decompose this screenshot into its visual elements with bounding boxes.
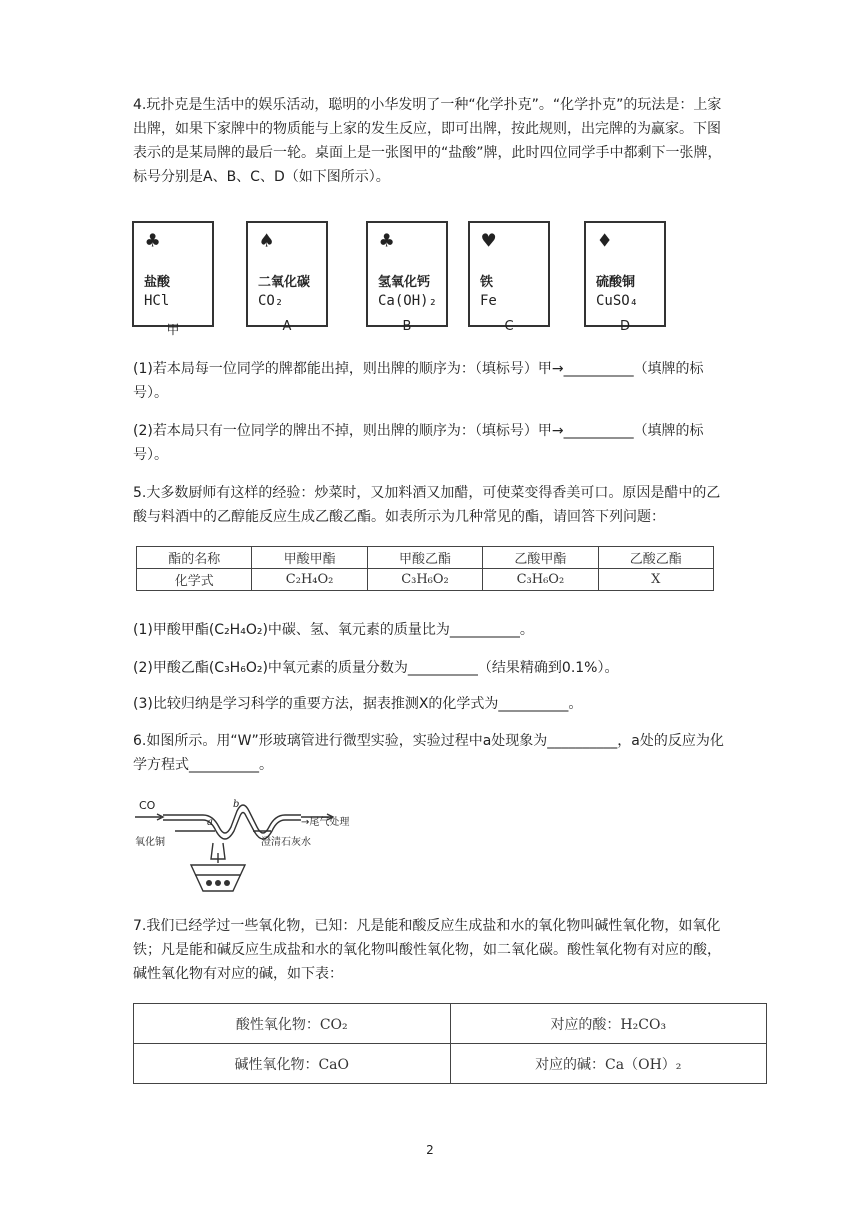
- q6-text-c: 。: [259, 757, 273, 773]
- table-cell: 甲酸乙酯: [367, 547, 482, 569]
- card-name: 盐酸: [144, 275, 171, 290]
- q5-sub2: [133, 656, 733, 680]
- spade-icon: ♠: [260, 229, 274, 254]
- limewater-label: 澄清石灰水: [261, 837, 311, 848]
- table-cell: 乙酸甲酯: [483, 547, 598, 569]
- table-row: [134, 1044, 767, 1084]
- q5-sub2-text: (2)甲酸乙酯(C₃H₆O₂)中氧元素的质量分数为: [133, 660, 408, 676]
- card-name: 二氧化碳: [258, 275, 311, 290]
- q5-sub3: [133, 692, 733, 716]
- table-cell: 酸性氧化物：CO₂: [134, 1004, 451, 1044]
- table-cell: C₂H₄O₂: [252, 569, 367, 591]
- card-a: [246, 221, 328, 327]
- card-label: C: [504, 319, 514, 334]
- card-formula: Ca(OH)₂: [378, 293, 438, 309]
- q4-intro: 4.玩扑克是生活中的娱乐活动，聪明的小华发明了一种“化学扑克”。“化学扑克”的玩法是：上家出牌，如果下家牌中的物质能与上家的发生反应，即可出牌，按此规则，出完牌的为赢家。下图表示的是某局牌的最后一轮。桌面上是一张图甲的“盐酸”牌，此时四位同学手中都剩下一张牌，标号分别是A、B、C、D（如下图所示）。: [133, 97, 722, 185]
- q6-text: [133, 729, 733, 777]
- cuo-label: 氧化铜: [135, 837, 165, 848]
- heart-icon: ♥: [482, 229, 496, 254]
- answer-blank[interactable]: __________: [563, 361, 634, 377]
- answer-blank[interactable]: __________: [449, 622, 520, 638]
- card-b: [366, 221, 448, 327]
- table-cell: 化学式: [137, 569, 252, 591]
- card-d: [584, 221, 666, 327]
- club-icon: ♣: [380, 229, 394, 254]
- q4-sub2-tail: （填牌的标号）。: [133, 423, 704, 463]
- poker-cards-figure: [130, 215, 670, 340]
- tail-gas-label: →尾气处理: [301, 817, 350, 828]
- ester-table: [136, 546, 714, 591]
- card-label: A: [282, 319, 292, 334]
- answer-blank[interactable]: __________: [498, 696, 569, 712]
- card-formula: HCl: [144, 293, 170, 309]
- table-cell: 乙酸乙酯: [598, 547, 713, 569]
- point-b-label: b: [233, 799, 240, 810]
- q5-sub1-text: (1)甲酸甲酯(C₂H₄O₂)中碳、氢、氧元素的质量比为: [133, 622, 450, 638]
- table-cell: X: [598, 569, 713, 591]
- table-cell: 酯的名称: [137, 547, 252, 569]
- table-cell: C₃H₆O₂: [367, 569, 482, 591]
- table-cell: 碱性氧化物：CaO: [134, 1044, 451, 1084]
- table-row: [137, 569, 714, 591]
- answer-blank[interactable]: __________: [407, 660, 478, 676]
- table-cell: 对应的碱：Ca（OH）₂: [450, 1044, 767, 1084]
- q4-sub1-text: (1)若本局每一位同学的牌都能出掉，则出牌的顺序为：（填标号）甲→: [133, 361, 564, 377]
- diamond-icon: ♦: [598, 229, 612, 254]
- table-row: [134, 1004, 767, 1044]
- q6-text-a: 6.如图所示。用“W”形玻璃管进行微型实验，实验过程中a处现象为: [133, 733, 548, 749]
- oxide-table: [133, 1003, 767, 1084]
- page-number: 2: [426, 1143, 434, 1157]
- point-a-label: a: [207, 817, 213, 828]
- q4-sub1-tail: （填牌的标号）。: [133, 361, 704, 401]
- card-label: 甲: [166, 323, 180, 338]
- w-tube-diagram: [133, 795, 373, 905]
- card-name: 铁: [480, 275, 494, 290]
- card-formula: CO₂: [258, 293, 284, 309]
- card-name: 硫酸铜: [596, 275, 636, 290]
- card-jia: [132, 221, 214, 327]
- card-c: [468, 221, 550, 327]
- q4-sub1: [133, 357, 733, 405]
- co-label: CO: [139, 799, 156, 812]
- q4-sub2-text: (2)若本局只有一位同学的牌出不掉，则出牌的顺序为：（填标号）甲→: [133, 423, 564, 439]
- q5-intro: 5.大多数厨师有这样的经验：炒菜时，又加料酒又加醋，可使菜变得香美可口。原因是醋中的乙酸与料酒中的乙醇能反应生成乙酸乙酯。如表所示为几种常见的酯，请回答下列问题：: [133, 485, 721, 525]
- card-formula: CuSO₄: [596, 293, 639, 309]
- table-cell: C₃H₆O₂: [483, 569, 598, 591]
- q5-sub3-text: (3)比较归纳是学习科学的重要方法，据表推测X的化学式为: [133, 696, 499, 712]
- table-row: [137, 547, 714, 569]
- answer-blank[interactable]: __________: [547, 733, 618, 749]
- q4-sub2: [133, 419, 733, 467]
- q5-sub1: [133, 618, 733, 642]
- card-formula: Fe: [480, 293, 497, 309]
- card-label: B: [402, 319, 412, 334]
- q6-text-b: ，a处的反应为化学方程式: [133, 733, 724, 773]
- card-name: 氢氧化钙: [378, 275, 431, 290]
- card-label: D: [619, 319, 630, 334]
- club-icon: ♣: [146, 229, 160, 254]
- table-cell: 甲酸甲酯: [252, 547, 367, 569]
- q5-sub1-tail: 。: [519, 622, 534, 638]
- answer-blank[interactable]: __________: [563, 423, 634, 439]
- table-cell: 对应的酸：H₂CO₃: [450, 1004, 767, 1044]
- answer-blank[interactable]: __________: [189, 757, 259, 773]
- q7-intro: 7.我们已经学过一些氧化物，已知：凡是能和酸反应生成盐和水的氧化物叫碱性氧化物，如氧化铁；凡是能和碱反应生成盐和水的氧化物叫酸性氧化物，如二氧化碳。酸性氧化物有对应的酸，碱性氧化物有对应的碱，如下表：: [133, 918, 721, 982]
- q5-sub3-tail: 。: [568, 696, 583, 712]
- q5-sub2-tail: （结果精确到0.1%）。: [477, 660, 619, 676]
